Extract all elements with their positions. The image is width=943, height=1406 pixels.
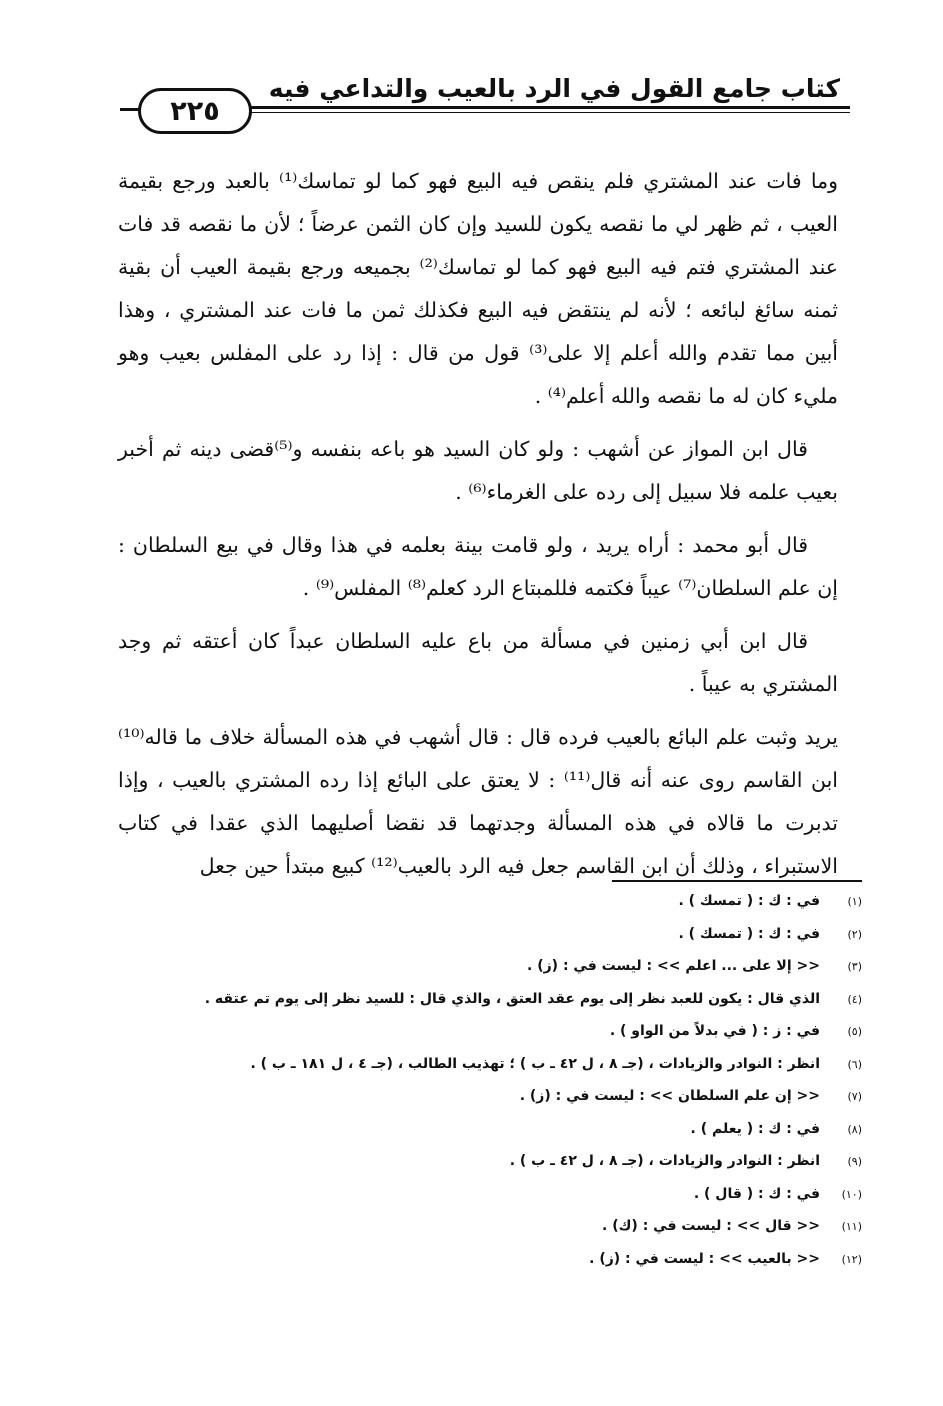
header-title: كتاب جامع القول في الرد بالعيب والتداعي فيه <box>268 74 840 103</box>
footnote-text: << بالعيب >> : ليست في : (ز) . <box>589 1250 820 1267</box>
footnote-text: انظر : النوادر والزيادات ، (جـ ٨ ، ل ٤٢ ـ ب ) ؛ تهذيب الطالب ، (جـ ٤ ، ل ١٨١ ـ ب ) . <box>250 1055 820 1072</box>
footnote-text: في : ك : ( تمسك ) . <box>678 893 820 909</box>
footnote <box>160 1153 862 1186</box>
footnote <box>160 1056 862 1089</box>
footnote-number: (٢) <box>847 927 862 941</box>
footnote-text: في : ك : ( تمسك ) . <box>678 925 820 942</box>
footnote-number: (٥) <box>847 1025 862 1038</box>
footnote <box>160 926 862 959</box>
paragraph: قال أبو محمد : أراه يريد ، ولو قامت بينة بعلمه في هذا وقال في بيع السلطان : إن علم السلطان⁽⁷⁾ عيباً فكتمه فللمبتاع الرد كعلم⁽⁸⁾ المفلس⁽⁹⁾ . <box>118 533 838 600</box>
paragraph: يريد وثبت علم البائع بالعيب فرده قال : قال أشهب في هذه المسألة خلاف ما قاله⁽¹⁰⁾ ابن القاسم روى عنه أنه قال⁽¹¹⁾ : لا يعتق على البائع إذا رده المشتري بالعيب ، وإذا تدبرت ما قالاه في هذه المسألة وجدتهما قد نقضا أصليهما الذي عقدا في كتاب الاستبراء ، وذلك أن ابن القاسم جعل فيه الرد بالعيب⁽¹²⁾ كبيع مبتدأ حين جعل <box>118 725 839 878</box>
footnote <box>160 1121 862 1154</box>
footnote-number: (١١) <box>841 1220 862 1233</box>
paragraph: وما فات عند المشتري فلم ينقص فيه البيع فهو كما لو تماسك⁽¹⁾ بالعبد ورجع بقيمة العيب ، ثم ظهر لي ما نقصه يكون للسيد وإن كان الثمن عرضاً ؛ لأن ما نقصه قد فات عند المشتري فتم فيه البيع فهو كما لو تماسك⁽²⁾ بجميعه ورجع بقيمة العيب أن بقية ثمنه سائغ لبائعه ؛ لأنه لم ينتقض فيه البيع فكذلك ثمن ما فات عند المشتري ، وهذا أبين مما تقدم والله أعلم إلا على⁽³⁾ قول من قال : إذا رد على المفلس بعيب وهو مليء كان له ما نقصه والله أعلم⁽⁴⁾ . <box>118 169 838 408</box>
paragraph: قال ابن أبي زمنين في مسألة من باع عليه السلطان عبداً كان أعتقه ثم وجد المشتري به عيباً . <box>118 629 838 696</box>
footnote <box>160 991 862 1024</box>
main-text <box>118 160 838 898</box>
footnote-separator <box>612 880 862 882</box>
footnote <box>160 1251 862 1284</box>
footnote <box>160 1218 862 1251</box>
footnote <box>160 1186 862 1219</box>
header-rule <box>230 106 850 109</box>
footnote-text: في : ز : ( في بدلاً من الواو ) . <box>609 1023 820 1039</box>
footnote-number: (١٠) <box>841 1187 862 1201</box>
footnote-number: (٩) <box>847 1155 862 1168</box>
footnote <box>160 893 862 926</box>
footnote-text: انظر : النوادر والزيادات ، (جـ ٨ ، ل ٤٢ ـ ب ) . <box>509 1153 820 1169</box>
footnote <box>160 958 862 991</box>
header-rule-thin <box>230 112 850 113</box>
running-header <box>120 66 850 136</box>
footnote-text: << إن علم السلطان >> : ليست في : (ز) . <box>519 1088 820 1104</box>
footnotes <box>160 893 862 1283</box>
footnote-number: (١) <box>847 895 862 908</box>
footnote-text: << إلا على ... اعلم >> : ليست في : (ز) . <box>527 958 820 974</box>
footnote-number: (٦) <box>847 1057 862 1071</box>
footnote-number: (٨) <box>847 1122 862 1136</box>
footnote-number: (٧) <box>847 1090 862 1103</box>
paragraph: قال ابن المواز عن أشهب : ولو كان السيد هو باعه بنفسه و⁽⁵⁾قضى دينه ثم أخبر بعيب علمه فلا سبيل إلى رده على الغرماء⁽⁶⁾ . <box>118 437 838 504</box>
footnote-number: (٤) <box>847 992 862 1006</box>
footnote-text: في : ك : ( قال ) . <box>693 1185 820 1202</box>
footnote-text: << قال >> : ليست في : (ك) . <box>602 1218 820 1234</box>
footnote-number: (١٢) <box>841 1252 862 1266</box>
footnote-text: الذي قال : يكون للعبد نظر إلى يوم عقد العتق ، والذي قال : للسيد نظر إلى يوم تم عتقه . <box>204 990 820 1007</box>
footnote <box>160 1023 862 1056</box>
page-number: ٢٢٥ <box>138 88 252 134</box>
footnote <box>160 1088 862 1121</box>
footnote-text: في : ك : ( يعلم ) . <box>690 1120 820 1137</box>
footnote-number: (٣) <box>847 960 862 973</box>
